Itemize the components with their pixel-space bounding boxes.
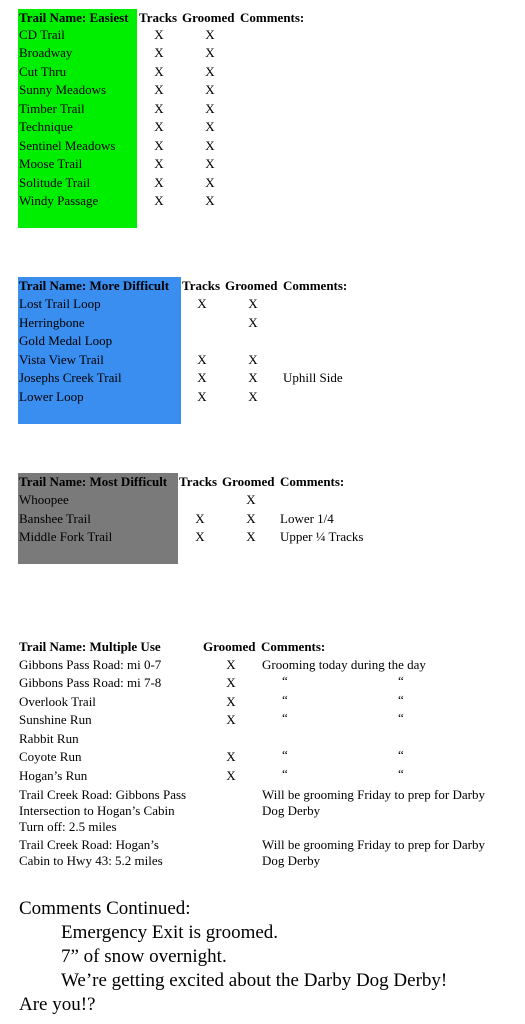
groomed-cell: X [246, 529, 256, 544]
most-difficult-header-comments: Comments: [280, 474, 345, 489]
comment-line: 7” of snow overnight. [61, 946, 227, 967]
groomed-cell: X [248, 352, 258, 367]
groomed-cell: X [226, 675, 236, 690]
table-row: Cabin to Hwy 43: 5.2 miles [19, 853, 163, 868]
most-difficult-header-groomed: Groomed [222, 474, 275, 489]
comment-cell: Upper ¼ Tracks [280, 529, 364, 544]
tracks-cell: X [154, 82, 164, 97]
tracks-cell: X [154, 45, 164, 60]
table-row: Timber Trail [19, 101, 85, 116]
table-row: Coyote Run [19, 749, 82, 764]
groomed-cell: X [226, 749, 236, 764]
most-difficult-header-tracks: Tracks [179, 474, 218, 489]
table-row: Gibbons Pass Road: mi 7-8 [19, 675, 162, 690]
groomed-cell: X [248, 315, 258, 330]
groomed-cell: X [205, 27, 215, 42]
comment-cell: Lower 1/4 [280, 511, 334, 526]
more-difficult-header-name: Trail Name: More Difficult [19, 278, 170, 293]
table-row: Moose Trail [19, 156, 83, 171]
ditto-mark: “ [398, 747, 404, 762]
groomed-cell: X [248, 296, 258, 311]
groomed-cell: X [205, 82, 215, 97]
table-row: Windy Passage [19, 193, 99, 208]
ditto-mark: “ [398, 692, 404, 707]
tracks-cell: X [154, 27, 164, 42]
groomed-cell: X [248, 370, 258, 385]
groomed-cell: X [205, 45, 215, 60]
multiple-use-header-comments: Comments: [261, 639, 326, 654]
tracks-cell: X [154, 156, 164, 171]
table-row: Cut Thru [19, 64, 67, 79]
comment-cell: Will be grooming Friday to prep for Darby [262, 837, 485, 852]
groomed-cell: X [226, 694, 236, 709]
table-row: Gibbons Pass Road: mi 0-7 [19, 657, 162, 672]
tracks-cell: X [154, 193, 164, 208]
groomed-cell: X [205, 193, 215, 208]
groomed-cell: X [205, 64, 215, 79]
table-row: Hogan’s Run [19, 768, 88, 783]
comment-cell: Grooming today during the day [262, 657, 426, 672]
tracks-cell: X [154, 101, 164, 116]
table-row: Gold Medal Loop [19, 333, 113, 348]
ditto-mark: “ [282, 766, 288, 781]
table-row: Broadway [19, 45, 73, 60]
tracks-cell: X [197, 296, 207, 311]
tracks-cell: X [154, 119, 164, 134]
comment-line: We’re getting excited about the Darby Dog Derby! [61, 970, 448, 991]
tracks-cell: X [197, 352, 207, 367]
comment-cell: Uphill Side [283, 370, 343, 385]
table-row: Technique [19, 119, 73, 134]
ditto-mark: “ [282, 692, 288, 707]
table-row: Overlook Trail [19, 694, 96, 709]
table-row: Whoopee [19, 492, 69, 507]
ditto-mark: “ [282, 673, 288, 688]
table-row: Lower Loop [19, 389, 84, 404]
comment-line: Emergency Exit is groomed. [61, 922, 279, 943]
most-difficult-header-name: Trail Name: Most Difficult [19, 474, 168, 489]
multiple-use-header-groomed: Groomed [203, 639, 256, 654]
table-row: Lost Trail Loop [19, 296, 101, 311]
table-row: Vista View Trail [19, 352, 104, 367]
groomed-cell: X [226, 768, 236, 783]
comment-cell: Dog Derby [262, 803, 321, 818]
table-row: Sentinel Meadows [19, 138, 116, 153]
table-row: Trail Creek Road: Gibbons Pass [19, 787, 187, 802]
table-row: Middle Fork Trail [19, 529, 113, 544]
ditto-mark: “ [398, 710, 404, 725]
table-row: Solitude Trail [19, 175, 91, 190]
groomed-cell: X [205, 156, 215, 171]
groomed-cell: X [246, 511, 256, 526]
easiest-header-tracks: Tracks [139, 10, 178, 25]
more-difficult-header-comments: Comments: [283, 278, 348, 293]
groomed-cell: X [246, 492, 256, 507]
tracks-cell: X [154, 64, 164, 79]
groomed-cell: X [226, 712, 236, 727]
easiest-header-name: Trail Name: Easiest [19, 10, 129, 25]
table-row: Sunny Meadows [19, 82, 107, 97]
comment-cell: Dog Derby [262, 853, 321, 868]
comment-final-line: Are you!? [19, 994, 96, 1015]
multiple-use-header-name: Trail Name: Multiple Use [19, 639, 161, 654]
ditto-mark: “ [398, 673, 404, 688]
comment-cell: Will be grooming Friday to prep for Darby [262, 787, 485, 802]
groomed-cell: X [205, 119, 215, 134]
tracks-cell: X [197, 370, 207, 385]
table-row: Herringbone [19, 315, 85, 330]
tracks-cell: X [195, 529, 205, 544]
more-difficult-header-groomed: Groomed [225, 278, 278, 293]
groomed-cell: X [205, 175, 215, 190]
table-row: Trail Creek Road: Hogan’s [19, 837, 159, 852]
tracks-cell: X [154, 175, 164, 190]
table-row: Intersection to Hogan’s Cabin [19, 803, 175, 818]
groomed-cell: X [248, 389, 258, 404]
tracks-cell: X [195, 511, 205, 526]
tracks-cell: X [154, 138, 164, 153]
table-row: CD Trail [19, 27, 65, 42]
table-row: Sunshine Run [19, 712, 92, 727]
groomed-cell: X [205, 138, 215, 153]
table-row: Rabbit Run [19, 731, 79, 746]
comments-continued-title: Comments Continued: [19, 898, 191, 919]
groomed-cell: X [205, 101, 215, 116]
tracks-cell: X [197, 389, 207, 404]
table-row: Banshee Trail [19, 511, 91, 526]
easiest-header-comments: Comments: [240, 10, 305, 25]
ditto-mark: “ [282, 747, 288, 762]
ditto-mark: “ [282, 710, 288, 725]
more-difficult-header-tracks: Tracks [182, 278, 221, 293]
groomed-cell: X [226, 657, 236, 672]
easiest-header-groomed: Groomed [182, 10, 235, 25]
table-row: Josephs Creek Trail [19, 370, 122, 385]
table-row: Turn off: 2.5 miles [19, 819, 117, 834]
ditto-mark: “ [398, 766, 404, 781]
